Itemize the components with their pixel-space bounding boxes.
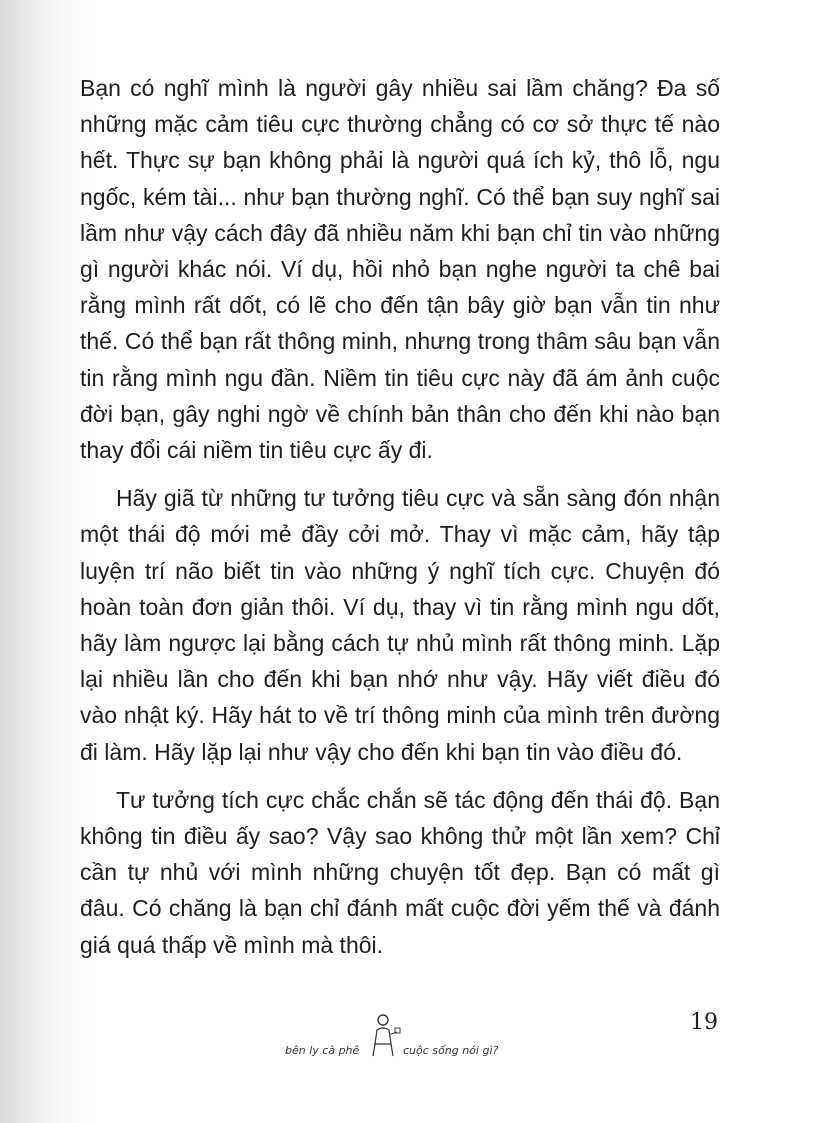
body-text <box>80 70 720 975</box>
page-number: 19 <box>690 1010 718 1035</box>
coffee-person-icon <box>363 1010 403 1060</box>
paragraph-3: Tư tưởng tích cực chắc chắn sẽ tác động đến thái độ. Bạn không tin điều ấy sao? Vậy sao không thử một lần xem? Chỉ cần tự nhủ với mình những chuyện tốt đẹp. Bạn có mất gì đâu. Có chăng là bạn chỉ đánh mất cuộc đời yếm thế và đánh giá quá thấp về mình mà thôi. <box>80 786 720 958</box>
footer-title-right: cuộc sống nói gì? <box>403 1044 499 1057</box>
running-footer <box>285 1030 545 1070</box>
paragraph-1: Bạn có nghĩ mình là người gây nhiều sai lầm chăng? Đa số những mặc cảm tiêu cực thường chẳng có cơ sở thực tế nào hết. Thực sự bạn không phải là người quá ích kỷ, thô lỗ, ngu ngốc, kém tài... như bạn thường nghĩ. Có thể bạn suy nghĩ sai lầm như vậy cách đây đã nhiều năm khi bạn chỉ tin vào những gì người khác nói. Ví dụ, hồi nhỏ bạn nghe người ta chê bai rằng mình rất dốt, có lẽ cho đến tận bây giờ bạn vẫn tin như thế. Có thể bạn rất thông minh, nhưng trong thâm sâu bạn vẫn tin rằng mình ngu đần. Niềm tin tiêu cực này đã ám ảnh cuộc đời bạn, gây nghi ngờ về chính bản thân cho đến khi nào bạn thay đổi cái niềm tin tiêu cực ấy đi. <box>80 75 720 464</box>
footer-title-left: bên ly cà phê <box>285 1044 360 1057</box>
paragraph-2: Hãy giã từ những tư tưởng tiêu cực và sẵn sàng đón nhận một thái độ mới mẻ đầy cởi mở. Thay vì mặc cảm, hãy tập luyện trí não biết tin vào những ý nghĩ tích cực. Chuyện đó hoàn toàn đơn giản thôi. Ví dụ, thay vì tin rằng mình ngu dốt, hãy làm ngược lại bằng cách tự nhủ mình rất thông minh. Lặp lại nhiều lần cho đến khi bạn nhớ như vậy. Hãy viết điều đó vào nhật ký. Hãy hát to về trí thông minh của mình trên đường đi làm. Hãy lặp lại như vậy cho đến khi bạn tin vào điều đó. <box>80 485 720 765</box>
